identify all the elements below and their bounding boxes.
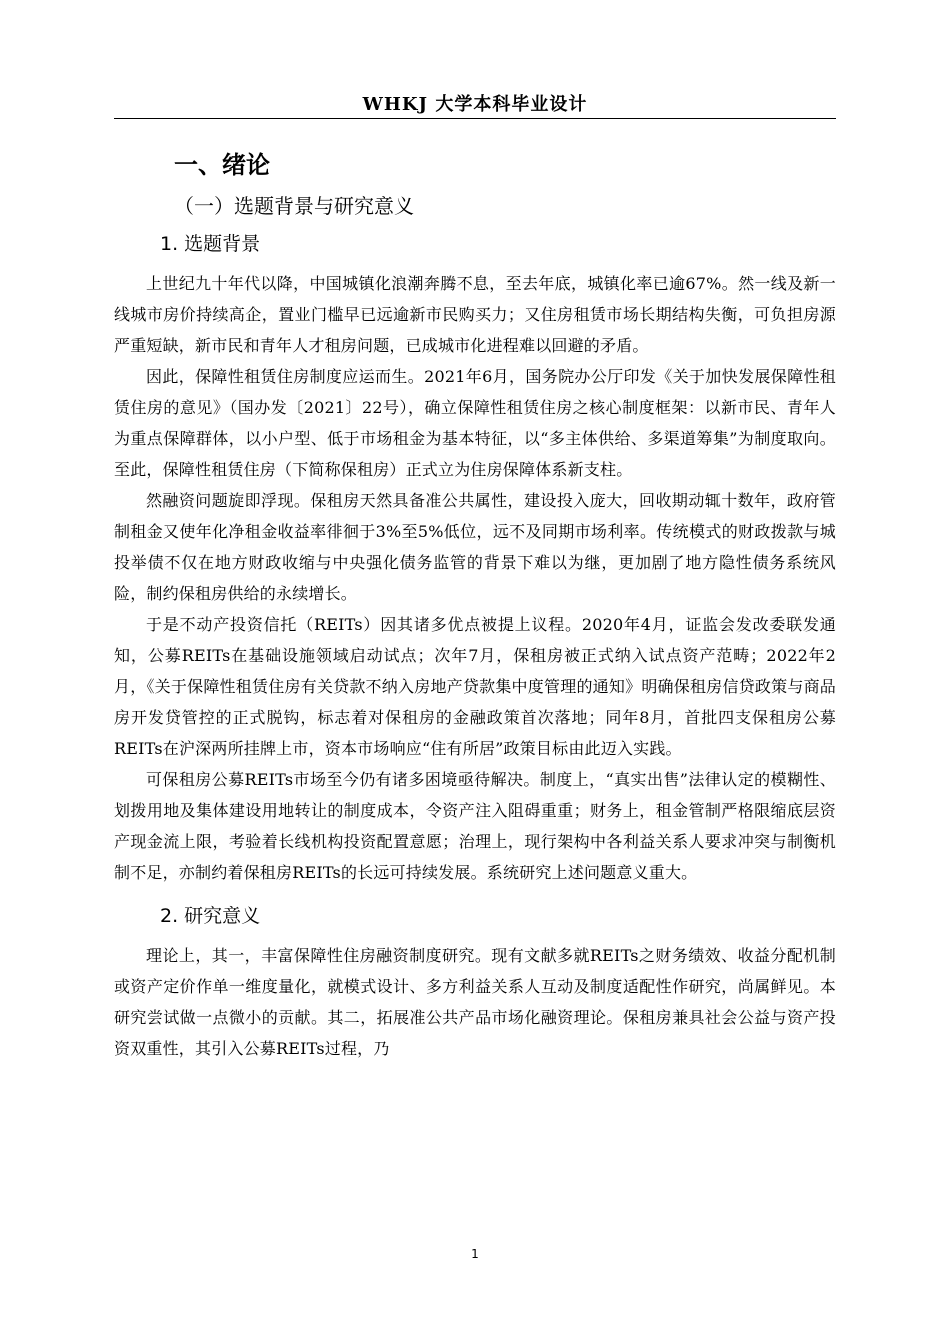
paragraph: 理论上，其一，丰富保障性住房融资制度研究。现有文献多就REITs之财务绩效、收益分配机制或资产定价作单一维度量化，就模式设计、多方利益关系人互动及制度适配性作研究，尚属鲜见。本研究尝试做一点微小的贡献。其二，拓展准公共产品市场化融资理论。保租房兼具社会公益与资产投资双重性，其引入公募REITs过程，乃 bbox=[114, 946, 836, 1058]
page-number: 1 bbox=[471, 1247, 479, 1261]
paragraph: 可保租房公募REITs市场至今仍有诸多困境亟待解决。制度上，“真实出售”法律认定的模糊性、划拨用地及集体建设用地转让的制度成本，令资产注入阻碍重重；财务上，租金管制严格限缩底层资产现金流上限，考验着长线机构投资配置意愿；治理上，现行架构中各利益关系人要求冲突与制衡机制不足，亦制约着保租房REITs的长远可持续发展。系统研究上述问题意义重大。 bbox=[114, 770, 836, 882]
page-header bbox=[114, 94, 836, 119]
section-title: （一）选题背景与研究意义 bbox=[174, 194, 414, 218]
chapter-title: 一、绪论 bbox=[174, 151, 270, 179]
paragraph: 于是不动产投资信托（REITs）因其诸多优点被提上议程。2020年4月，证监会发改委联发通知，公募REITs在基础设施领域启动试点；次年7月，保租房被正式纳入试点资产范畴；2022年2月，《关于保障性租赁住房有关贷款不纳入房地产贷款集中度管理的通知》明确保租房信贷政策与商品房开发贷管控的正式脱钩，标志着对保租房的金融政策首次落地；同年8月，首批四支保租房公募REITs在沪深两所挂牌上市，资本市场响应“住有所居”政策目标由此迈入实践。 bbox=[114, 615, 836, 758]
paragraph: 然融资问题旋即浮现。保租房天然具备准公共属性，建设投入庞大，回收期动辄十数年，政府管制租金又使年化净租金收益率徘徊于3%至5%低位，远不及同期市场利率。传统模式的财政拨款与城投举债不仅在地方财政收缩与中央强化债务监管的背景下难以为继，更加剧了地方隐性债务系统风险，制约保租房供给的永续增长。 bbox=[114, 491, 836, 603]
subsection-title-significance: 2. 研究意义 bbox=[160, 905, 261, 927]
subsection-title-background: 1. 选题背景 bbox=[160, 233, 261, 255]
paragraph: 因此，保障性租赁住房制度应运而生。2021年6月，国务院办公厅印发《关于加快发展保障性租赁住房的意见》（国办发〔2021〕22号），确立保障性租赁住房之核心制度框架：以新市民、青年人为重点保障群体，以小户型、低于市场租金为基本特征，以“多主体供给、多渠道筹集”为制度取向。至此，保障性租赁住房（下简称保租房）正式立为住房保障体系新支柱。 bbox=[114, 367, 836, 479]
paragraph: 上世纪九十年代以降，中国城镇化浪潮奔腾不息，至去年底，城镇化率已逾67%。然一线及新一线城市房价持续高企，置业门槛早已远逾新市民购买力；又住房租赁市场长期结构失衡，可负担房源严重短缺，新市民和青年人才租房问题，已成城市化进程难以回避的矛盾。 bbox=[114, 274, 836, 355]
header-title: WHKJ 大学本科毕业设计 bbox=[362, 94, 588, 115]
document-body bbox=[114, 146, 836, 1064]
